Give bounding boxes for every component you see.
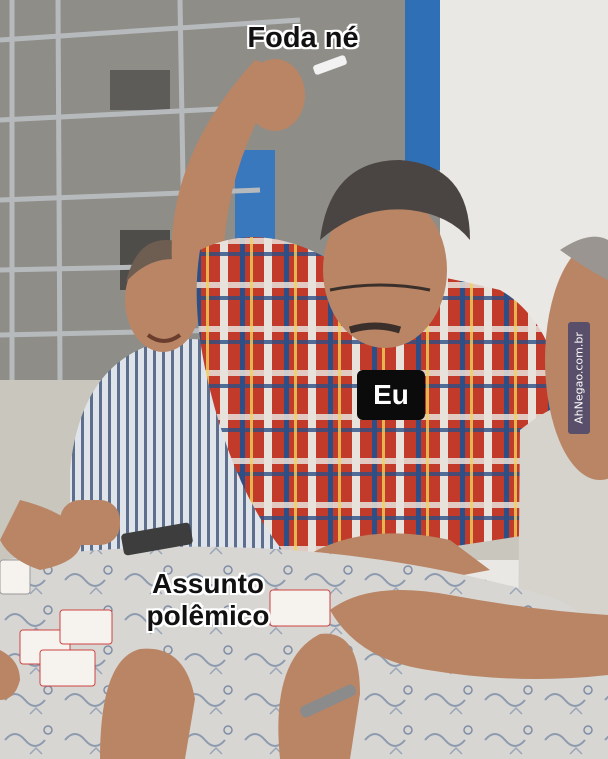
building-window xyxy=(110,70,170,110)
caption-bottom xyxy=(118,568,298,632)
blue-tarp xyxy=(235,150,275,250)
caption-top: Foda né xyxy=(247,22,359,54)
watermark-badge xyxy=(568,322,590,434)
caption-bottom-line1: Assunto xyxy=(152,568,264,599)
blue-tarp xyxy=(405,0,440,170)
caption-bottom-line2: polêmico xyxy=(146,600,270,631)
caption-eu-label: Eu xyxy=(357,370,425,420)
watermark-text: AhNegao.com.br xyxy=(572,332,586,424)
